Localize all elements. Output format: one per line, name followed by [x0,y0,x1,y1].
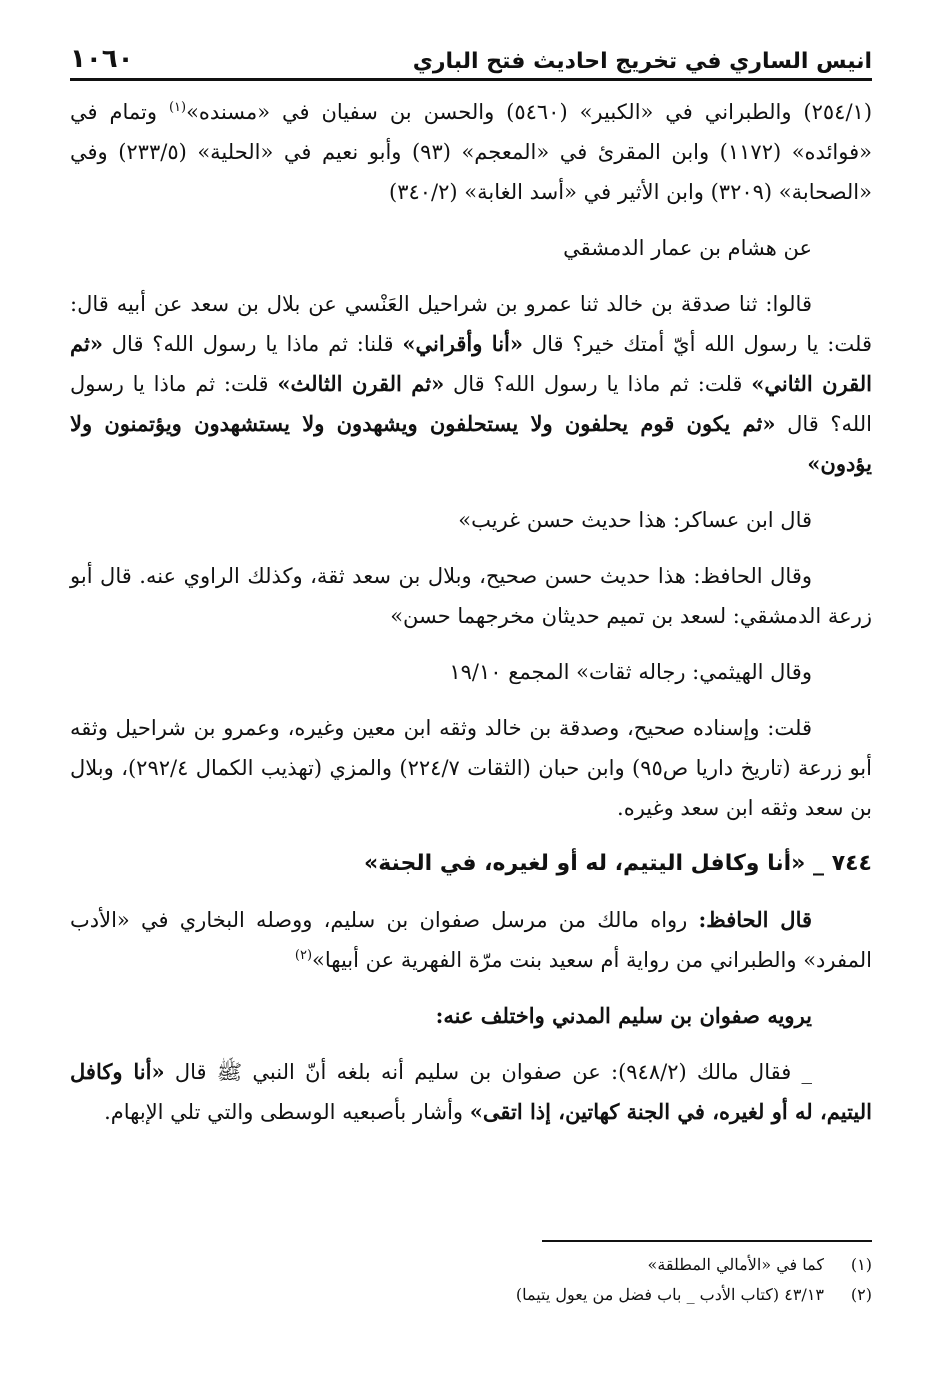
page-header [70,34,872,81]
hadith-heading: ٧٤٤ _ «أنا وكافل اليتيم، له أو لغيره، في الجنة» [364,851,872,876]
hadith-text: قلنا: ثم ماذا يا رسول الله؟ قال [102,332,403,356]
footnote-ref-2: (٢) [294,948,313,963]
footnote-text: كما في «الأمالي المطلقة» [647,1255,824,1274]
hadith-text: قالوا: ثنا صدقة بن خالد ثنا عمرو بن شراحيل العَنْسي عن بلال بن سعد عن أبيه قال: قلت: يا رسول الله أيّ أمتك خير؟ قال [70,292,872,356]
hadith-quote: «أنا وأقراني» [402,331,523,356]
paragraph-hafiz-2 [70,900,872,980]
book-title: انيس الساري في تخريج احاديث فتح الباري [412,49,872,74]
footnote-divider [542,1240,872,1242]
hadith-quote: «ثم القرن الثاني» [70,331,872,396]
hadith-quote: «ثم القرن الثالث» [277,371,445,396]
hadith-text: قلت: ثم ماذا يا رسول الله؟ قال [70,372,872,436]
citation-text-cont: وتمام في «فوائده» (١١٧٢) وابن المقرئ في «المعجم» (٩٣) وأبو نعيم في «الحلية» (٢٣٣/٥) وفي «الصحابة» (٣٢٠٩) وابن الأثير في «أسد الغابة» (٣٤٠/٢) [70,100,872,204]
page-body [70,92,872,1148]
citation-text: (٢٥٤/١) والطبراني في «الكبير» (٥٤٦٠) والحسن بن سفيان في «مسنده» [186,100,873,124]
footnote-2 [70,1280,872,1310]
footnotes [70,1250,872,1310]
hafiz-label: قال الحافظ: [698,907,813,932]
footnote-1 [70,1250,872,1280]
paragraph-haythami: وقال الهيثمي: رجاله ثقات» المجمع ١٩/١٠ [449,660,812,684]
paragraph-safwan: يرويه صفوان بن سليم المدني واختلف عنه: [435,1003,812,1028]
malik-text: _ فقال مالك (٩٤٨/٢): عن صفوان بن سليم أنه بلغه أنّ النبي ﷺ قال [164,1060,813,1084]
footnote-text: ٤٣/١٣ (كتاب الأدب _ باب فضل من يعول يتيما) [515,1285,824,1304]
paragraph-hadith [70,284,872,484]
paragraph-ibn-asakir: قال ابن عساكر: هذا حديث حسن غريب» [458,508,812,532]
malik-quote: «أنا وكافل اليتيم، له أو لغيره، في الجنة كهاتين، إذا اتقى» [70,1059,872,1124]
hadith-text: قلت: ثم ماذا يا رسول الله؟ قال [444,372,752,396]
malik-text-cont: وأشار بأصبعيه الوسطى والتي تلي الإبهام. [104,1100,470,1124]
hafiz-text: رواه مالك من مرسل صفوان بن سليم، ووصله البخاري في «الأدب المفرد» والطبراني من رواية أم سعيد بنت مرّة الفهرية عن أبيها» [70,908,872,972]
footnote-number: (١) [850,1255,872,1274]
paragraph-hafiz: وقال الحافظ: هذا حديث حسن صحيح، وبلال بن سعد ثقة، وكذلك الراوي عنه. قال أبو زرعة الدمشقي: لسعد بن تميم حديثان مخرجهما حسن» [70,564,872,628]
paragraph-narrator: عن هشام بن عمار الدمشقي [563,236,812,260]
paragraph-malik [70,1052,872,1132]
footnote-ref-1: (١) [168,100,187,115]
paragraph-citations [70,92,872,212]
footnote-number: (٢) [850,1285,872,1304]
hadith-quote: «ثم يكون قوم يحلفون ولا يستحلفون ويشهدون ولا يستشهدون ويؤتمنون ولا يؤدون» [70,411,872,476]
page-number: ١٠٦٠ [70,44,134,74]
paragraph-assessment: قلت: وإسناده صحيح، وصدقة بن خالد وثقه ابن معين وغيره، وعمرو بن شراحيل وثقه أبو زرعة (تاريخ داريا ص٩٥) وابن حبان (الثقات ٢٢٤/٧) والمزي (تهذيب الكمال ٢٩٢/٤)، وبلال بن سعد وثقه ابن سعد وغيره. [70,716,872,820]
